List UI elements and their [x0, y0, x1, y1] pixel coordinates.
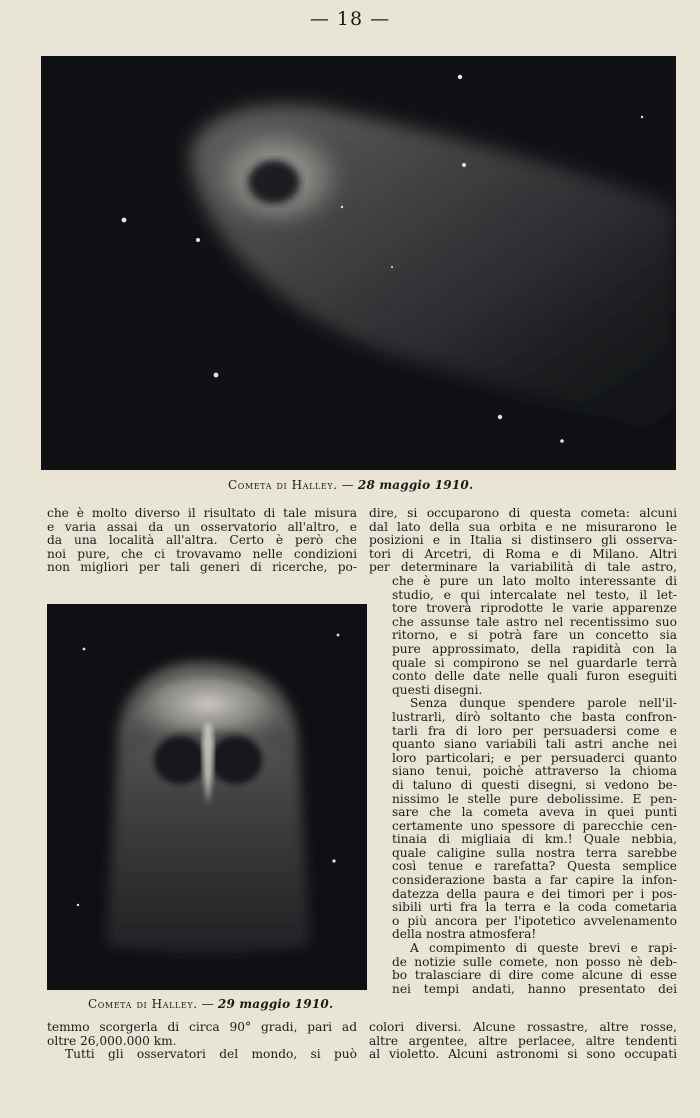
- text-line: studio, e qui intercalate nel testo, il let-: [392, 587, 677, 602]
- caption-label: Cometa di Halley.: [88, 997, 198, 1011]
- text-line: questi disegni.: [392, 682, 483, 697]
- text-line: tarli fra di loro per persuadersi come e: [392, 723, 677, 738]
- figure-caption-top: [228, 478, 473, 492]
- text-line: per determinare la variabilità di tale astro,: [369, 560, 677, 575]
- caption-date: 29 maggio 1910.: [217, 997, 334, 1011]
- text-line: colori diversi. Alcune rossastre, altre rosse,: [369, 1020, 677, 1034]
- text-line: Senza dunque spendere parole nell'il-: [410, 696, 677, 711]
- text-line: da una località all'altra. Certo è però che: [47, 533, 357, 548]
- text-line: e varia assai da un osservatorio all'altro, e: [47, 519, 357, 534]
- text-line: di taluno di questi disegni, si vedono be-: [392, 777, 677, 792]
- text-line: de notizie sulle comete, non posso nè deb-: [392, 954, 677, 969]
- comet-illustration-top: [41, 56, 676, 470]
- text-column-left-top: [47, 507, 357, 575]
- text-line: oltre 26,000.000 km.: [47, 1033, 177, 1048]
- text-line: tore troverà riprodotte le varie apparenze: [392, 601, 677, 616]
- caption-label: Cometa di Halley.: [228, 478, 338, 492]
- text-line: lustrarli, dirò soltanto che basta confron-: [392, 709, 677, 724]
- text-line: quale si compirono se nel guardarle terrà: [392, 655, 677, 670]
- text-line: loro particolari; e per persuaderci quanto: [392, 750, 677, 765]
- text-line: posizioni e in Italia si distinsero gli osserva-: [369, 533, 677, 548]
- text-line: che è molto diverso il risultato di tale misura: [47, 506, 357, 520]
- figure-caption-bottom: [88, 997, 333, 1011]
- text-line: nei tempi andati, hanno presentato dei: [392, 981, 677, 996]
- text-line: al violetto. Alcuni astronomi si sono occupati: [369, 1047, 677, 1062]
- text-line: non migliori per tali generi di ricerche, po-: [47, 560, 357, 575]
- text-column-right-middle: [392, 575, 677, 996]
- text-line: bo tralasciare di dire come alcune di esse: [392, 968, 677, 983]
- text-line: considerazione basta a far capire la infon-: [392, 873, 677, 888]
- text-line: altre argentee, altre perlacee, altre tendenti: [369, 1033, 677, 1048]
- text-line: sibili urti fra la terra e la coda cometaria: [392, 900, 677, 915]
- text-line: della nostra atmosfera!: [392, 927, 537, 942]
- text-line: A compimento di queste brevi e rapi-: [410, 941, 677, 956]
- text-line: noi pure, che ci trovavamo nelle condizioni: [47, 546, 357, 561]
- comet-illustration-bottom: [47, 604, 367, 990]
- text-column-right-bottom: [369, 1021, 677, 1062]
- text-line: che è pure un lato molto interessante di: [392, 574, 677, 588]
- text-line: siano tenui, poichè attraverso la chioma: [392, 764, 677, 779]
- text-line: ritorno, e si potrà fare un concetto sia: [392, 628, 677, 643]
- text-column-right-top: [369, 507, 677, 575]
- caption-separator: —: [337, 478, 358, 492]
- text-line: o più ancora per l'ipotetico avvelenamento: [392, 913, 677, 928]
- text-line: dire, si occuparono di questa cometa: alcuni: [369, 506, 677, 520]
- caption-date: 28 maggio 1910.: [357, 478, 474, 492]
- caption-separator: —: [197, 997, 218, 1011]
- text-line: che assunse tale astro nel recentissimo suo: [392, 614, 677, 629]
- text-line: temmo scorgerla di circa 90° gradi, pari ad: [47, 1020, 357, 1034]
- page-number: — 18 —: [309, 8, 391, 30]
- text-line: tinaia di migliaia di km.! Quale nebbia,: [392, 832, 677, 847]
- text-line: datezza della paura e dei timori per i pos-: [392, 886, 677, 901]
- text-column-left-bottom: [47, 1021, 357, 1062]
- text-line: pure approssimato, della rapidità con la: [392, 641, 677, 656]
- text-line: quanto siano variabili tali astri anche nei: [392, 737, 677, 752]
- text-line: conto delle date nelle quali furon eseguiti: [392, 669, 677, 684]
- text-line: sare che la cometa aveva in quei punti: [392, 805, 677, 820]
- text-line: tori di Arcetri, di Roma e di Milano. Altri: [369, 546, 677, 561]
- text-line: così tenue e rarefatta? Questa semplice: [392, 859, 677, 874]
- text-line: certamente uno spessore di parecchie cen-: [392, 818, 677, 833]
- text-line: dal lato della sua orbita e ne misurarono le: [369, 519, 677, 534]
- text-line: nissimo le stelle pure debolissime. E pen-: [392, 791, 677, 806]
- text-line: quale caligine sulla nostra terra sarebbe: [392, 845, 677, 860]
- text-line: Tutti gli osservatori del mondo, si può: [65, 1047, 357, 1062]
